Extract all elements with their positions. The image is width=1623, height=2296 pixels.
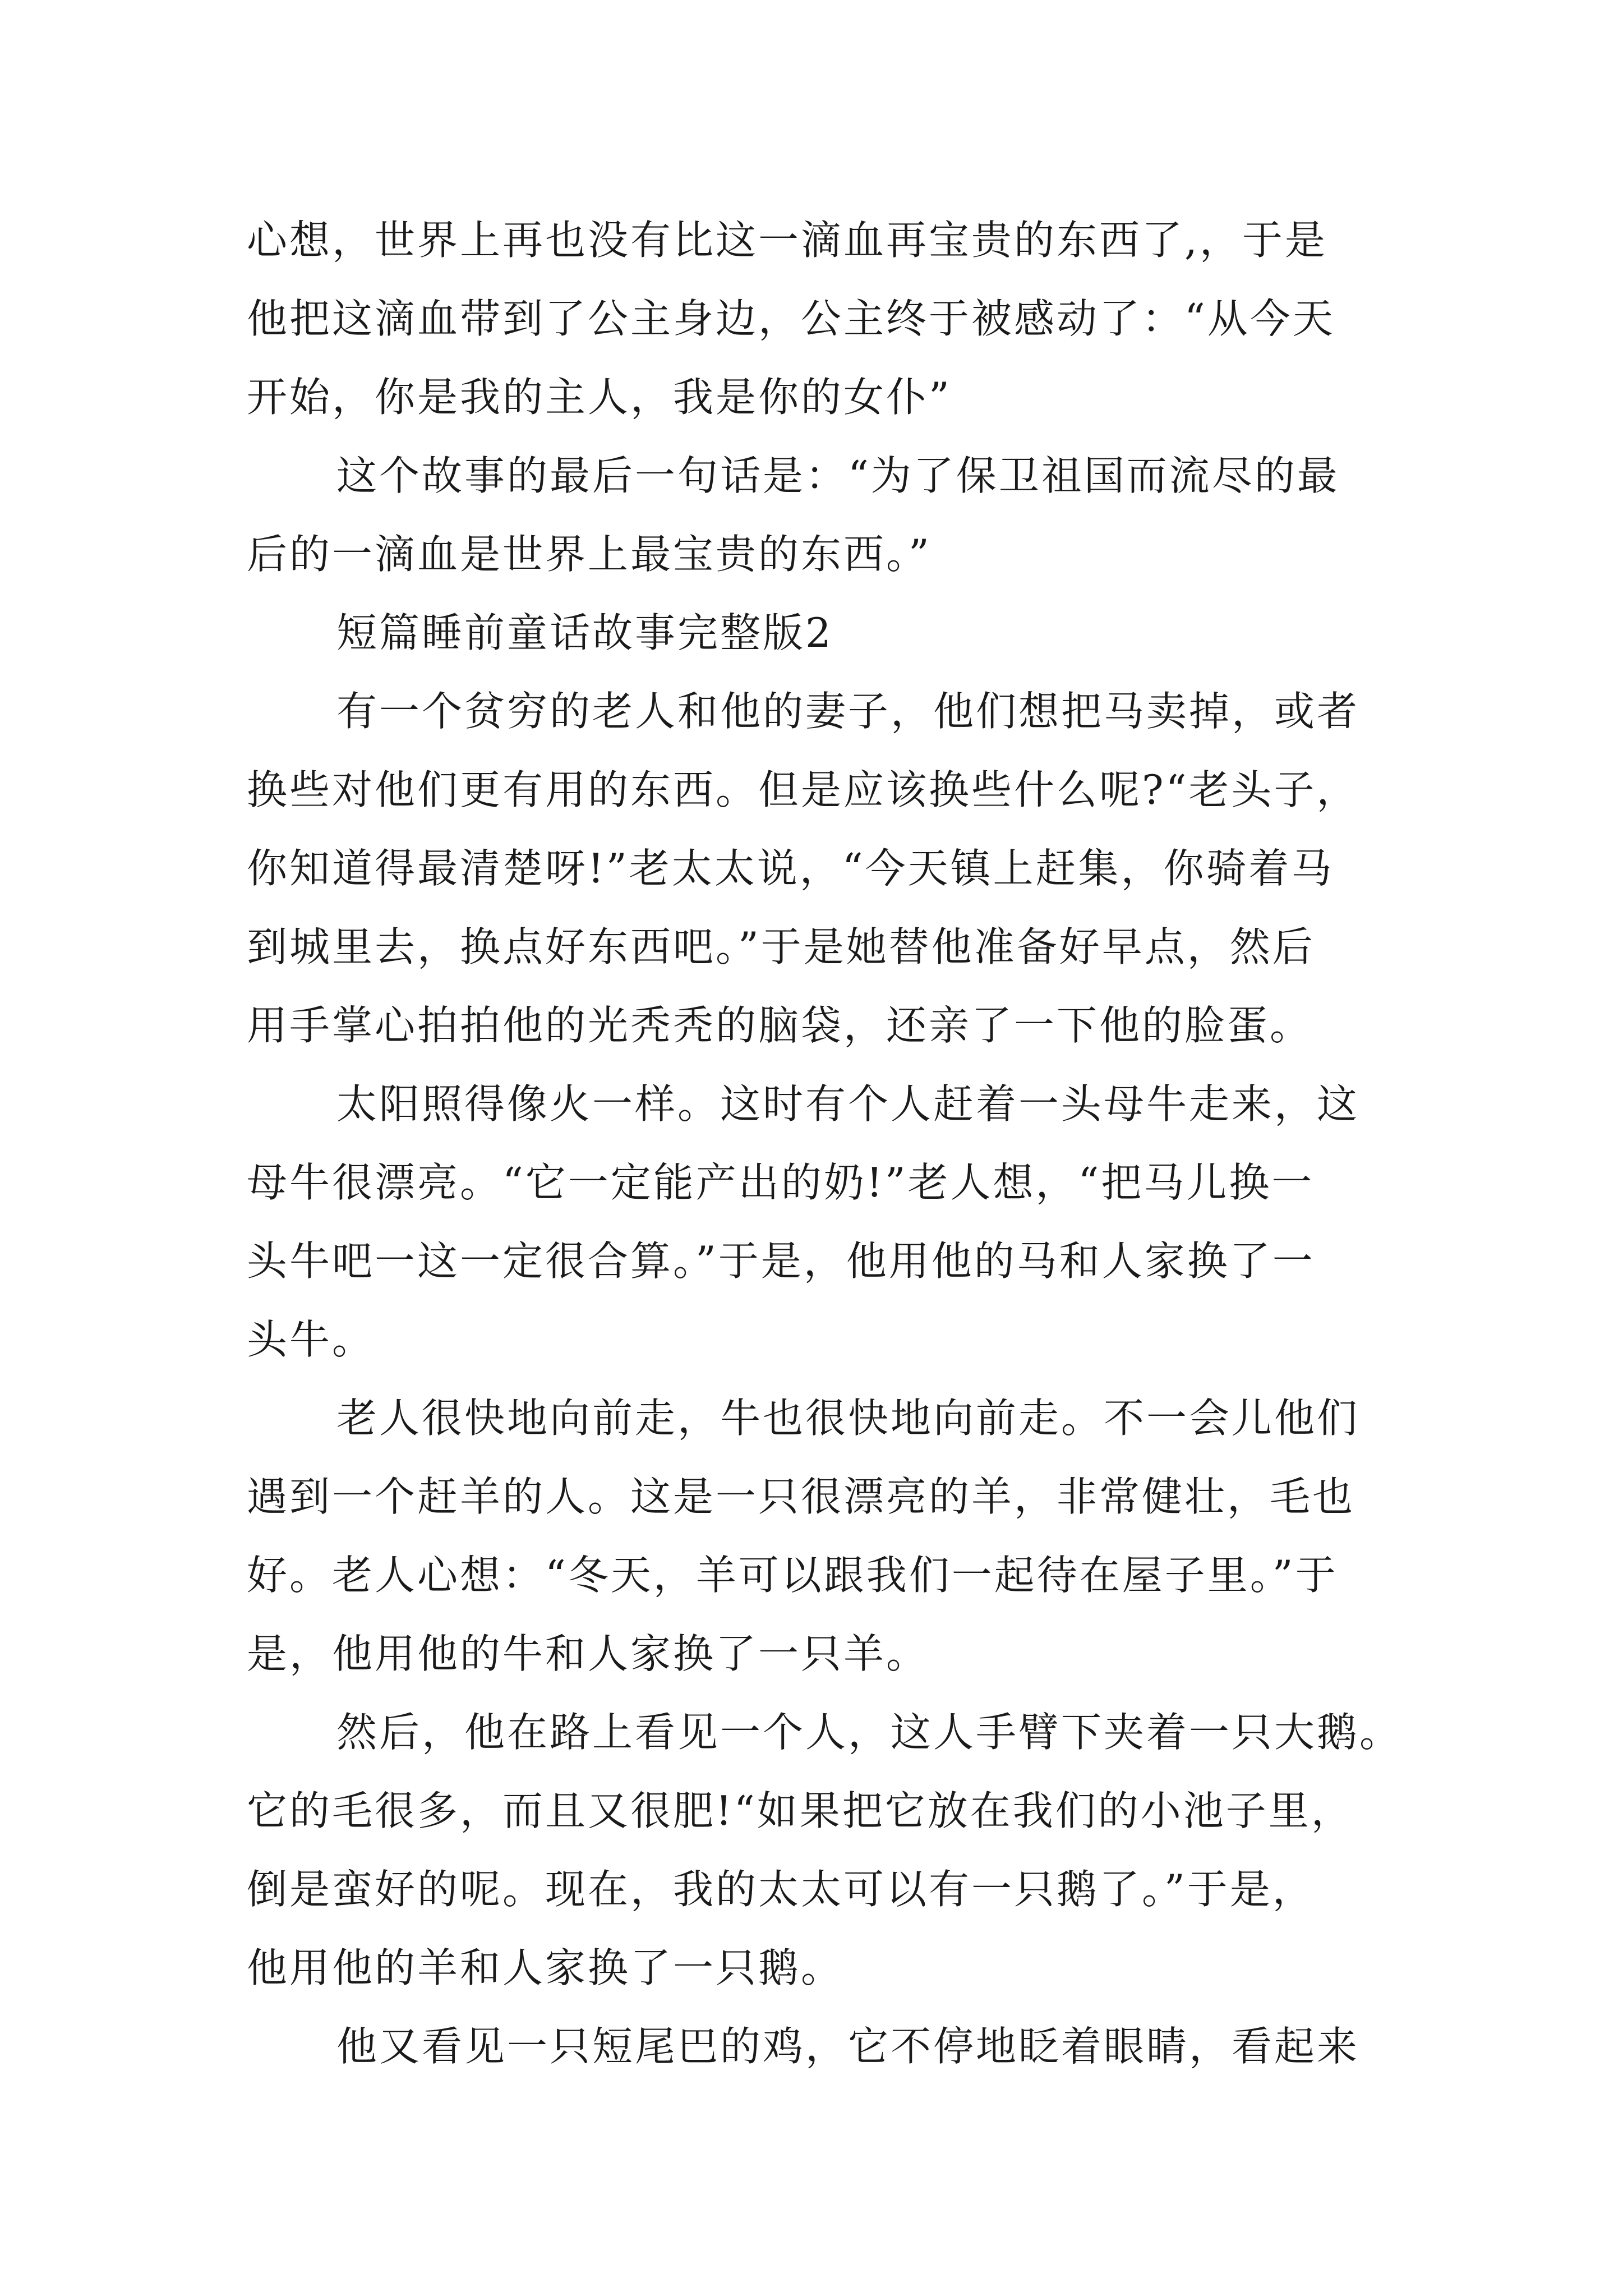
- text-line: 头牛吧一这一定很合算。”于是，他用他的马和人家换了一: [247, 1237, 1315, 1285]
- text-line: 它的毛很多，而且又很肥!“如果把它放在我们的小池子里，: [247, 1787, 1354, 1834]
- text-line: 有一个贫穷的老人和他的妻子，他们想把马卖掉，或者: [336, 688, 1360, 735]
- text-line: 倒是蛮好的呢。现在，我的太太可以有一只鹅了。”于是，: [247, 1866, 1315, 1913]
- text-line: 心想，世界上再也没有比这一滴血再宝贵的东西了,，于是: [247, 217, 1327, 264]
- text-line: 遇到一个赶羊的人。这是一只很漂亮的羊，非常健壮，毛也: [247, 1473, 1355, 1520]
- text-line: 太阳照得像火一样。这时有个人赶着一头母牛走来，这: [336, 1080, 1360, 1128]
- section-heading: 短篇睡前童话故事完整版2: [336, 609, 833, 656]
- text-line: 是，他用他的牛和人家换了一只羊。: [247, 1630, 929, 1677]
- text-line: 老人很快地向前走，牛也很快地向前走。不一会儿他们: [336, 1395, 1360, 1442]
- text-line: 他又看见一只短尾巴的鸡，它不停地眨着眼睛，看起来: [336, 2023, 1360, 2070]
- text-line: 用手掌心拍拍他的光秃秃的脑袋，还亲了一下他的脸蛋。: [247, 1002, 1313, 1049]
- text-line: 他把这滴血带到了公主身边，公主终于被感动了：“从今天: [247, 295, 1335, 342]
- text-line: 你知道得最清楚呀!”老太太说，“今天镇上赶集，你骑着马: [247, 845, 1334, 892]
- text-line: 到城里去，换点好东西吧。”于是她替他准备好早点，然后: [247, 923, 1315, 970]
- text-line: 后的一滴血是世界上最宝贵的东西。”: [247, 531, 932, 578]
- text-line: 这个故事的最后一句话是：“为了保卫祖国而流尽的最: [336, 452, 1340, 499]
- text-line: 开始，你是我的主人，我是你的女仆”: [247, 374, 952, 421]
- text-line: 换些对他们更有用的东西。但是应该换些什么呢?“老头子，: [247, 766, 1359, 813]
- text-line: 好。老人心想：“冬天，羊可以跟我们一起待在屋子里。”于: [247, 1552, 1338, 1599]
- text-line: 母牛很漂亮。“它一定能产出的奶!”老人想，“把马儿换一: [247, 1159, 1315, 1206]
- text-line: 然后，他在路上看见一个人，这人手臂下夹着一只大鹅。: [336, 1709, 1403, 1756]
- text-line: 他用他的羊和人家换了一只鹅。: [247, 1944, 844, 1991]
- text-line: 头牛。: [247, 1316, 375, 1363]
